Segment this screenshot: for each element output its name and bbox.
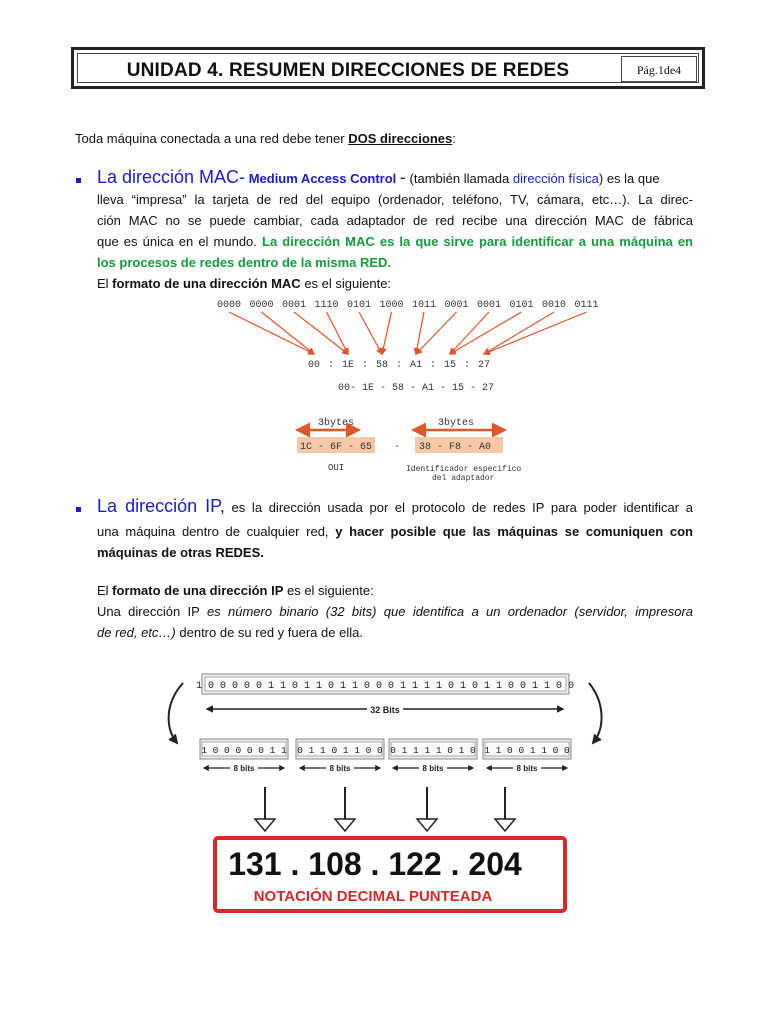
curve-arrow-left: [169, 683, 183, 743]
mac-arrow: [450, 312, 522, 354]
bytes-right-label: 3bytes: [438, 418, 475, 429]
mac-binary-nibble: 1011: [412, 300, 437, 311]
mac-format-post: es el siguiente:: [300, 276, 392, 291]
mac-sep: -: [394, 442, 401, 453]
mac-line-5: los procesos de redes dentro de la misma RED.: [97, 255, 392, 270]
decimal-value: 131 . 108 . 122 . 204: [228, 846, 522, 882]
ip-line-1: [97, 495, 693, 519]
intro-text: Toda máquina conectada a una red debe tener: [75, 131, 349, 146]
mac-arrow: [327, 312, 349, 354]
oui-value: 1C - 6F - 65: [300, 442, 373, 453]
mac-format-bold: formato de una dirección MAC: [112, 276, 301, 291]
mac-binary-nibble: 0000: [249, 300, 274, 311]
ip-desc-post: dentro de su red y fuera de ella.: [175, 625, 363, 640]
mac-hex-byte: 58: [376, 360, 389, 371]
mac-hex-colon: :: [464, 360, 471, 371]
mac-hex-colon: :: [396, 360, 403, 371]
mac-hex-dash: 00- 1E - 58 - A1 - 15 - 27: [338, 383, 495, 394]
mac-format-pre: El: [97, 276, 113, 291]
header-frame: [77, 53, 699, 83]
down-arrow-head: [495, 819, 515, 831]
ip-format-post: es el siguiente:: [283, 583, 374, 598]
ip-diagram: [165, 663, 605, 919]
nic-label-2: del adaptador: [432, 474, 495, 483]
mac-binary-nibble: 0010: [542, 300, 567, 311]
mac-hex-byte: A1: [410, 360, 423, 371]
curve-arrow-right: [589, 683, 602, 743]
down-arrow-head: [255, 819, 275, 831]
mac-line-4: [97, 231, 693, 252]
bullet-ip: [76, 507, 81, 512]
ip-format-bold: formato de una dirección IP: [112, 583, 284, 598]
mac-subtitle: Medium Access Control: [248, 171, 397, 186]
ip-line2-b: y hacer posible que las máquinas se comuniquen con: [335, 524, 693, 539]
mac-dash: -: [399, 167, 406, 187]
octet-bits: 1 0 0 0 0 0 1 1: [201, 745, 287, 756]
ip-heading: La dirección IP,: [97, 496, 225, 516]
down-arrows: [255, 787, 515, 831]
intro-line: [75, 128, 456, 149]
mac-binary-nibble: 1110: [314, 300, 339, 311]
octet-bits: 1 1 0 0 1 1 0 0: [484, 745, 570, 756]
ip-desc-pre: Una dirección IP: [97, 604, 207, 619]
octet-label: 8 bits: [422, 764, 444, 773]
mac-hex-byte: 00: [308, 360, 321, 371]
mac-binary-nibble: 0111: [574, 300, 599, 311]
mac-binary-nibble: 0101: [509, 300, 534, 311]
mac-hex-colon: :: [430, 360, 437, 371]
ip-desc-line-2: [97, 622, 363, 643]
mac-line1-after: (también llamada: [409, 171, 510, 186]
octet-label: 8 bits: [233, 764, 255, 773]
ip-desc-italic: es número binario (32 bits) que identifica a un ordenador (servidor, impresora: [206, 604, 694, 619]
mac-line-1: [97, 166, 693, 190]
mac-binary-nibble: 1000: [379, 300, 404, 311]
nic-value: 38 - F8 - A0: [419, 442, 492, 453]
mac-arrow: [484, 312, 554, 354]
mac-hex-byte: 15: [444, 360, 457, 371]
octet-bits: 0 1 1 0 1 1 0 0: [297, 745, 383, 756]
bytes-left-label: 3bytes: [318, 418, 355, 429]
ip-format-line: [97, 580, 374, 601]
mac-arrow: [484, 312, 587, 354]
page-header: [71, 47, 705, 89]
page-number: Pág.1de4: [636, 63, 682, 77]
mac-line4-b: La dirección MAC es la que sirve para identificar a una máquina en: [262, 234, 693, 249]
header-title: UNIDAD 4. RESUMEN DIRECCIONES DE REDES: [126, 60, 570, 81]
ip-line-3: máquinas de otras REDES.: [97, 545, 264, 560]
mac-arrow: [416, 312, 457, 354]
down-arrow-head: [417, 819, 437, 831]
mac-line1-end: ) es la que: [598, 171, 660, 186]
down-arrow-head: [335, 819, 355, 831]
nic-label-1: Identificador especifico: [406, 465, 522, 474]
mac-hex-byte: 1E: [342, 360, 355, 371]
mac-binary-nibble: 0001: [477, 300, 502, 311]
mac-hex-row: [308, 360, 490, 371]
octet-bits: 0 1 1 1 1 0 1 0: [390, 745, 476, 756]
decimal-caption: NOTACIÓN DECIMAL PUNTEADA: [253, 888, 493, 905]
mac-arrows: [229, 312, 587, 354]
mac-diagram: [200, 294, 620, 484]
mac-hex-byte: 27: [478, 360, 491, 371]
mac-hex-colon: :: [362, 360, 369, 371]
ip-desc-line-1: [97, 601, 693, 622]
ip-line-2: [97, 521, 693, 542]
page-number-box: [621, 56, 697, 82]
bits32-label: 32 Bits: [370, 705, 400, 715]
bullet-mac: [76, 178, 81, 183]
mac-line4-a: que es única en el mundo.: [97, 234, 262, 249]
mac-arrow: [450, 312, 489, 354]
mac-arrow: [359, 312, 382, 354]
ip-desc-italic-2: de red, etc…): [97, 625, 176, 640]
mac-arrow: [382, 312, 392, 354]
mac-binary-nibble: 0101: [347, 300, 372, 311]
mac-hex-colon: :: [328, 360, 335, 371]
mac-arrow: [262, 312, 315, 354]
mac-binary-nibble: 0001: [282, 300, 307, 311]
ip-format-pre: El: [97, 583, 113, 598]
mac-binary-row: [217, 300, 599, 311]
mac-line-2: lleva “impresa” la tarjeta de red del equipo (ordenador, teléfono, TV, cámara, etc…). La direc-: [97, 192, 693, 207]
ip-line2-a: una máquina dentro de cualquier red,: [97, 524, 336, 539]
mac-line-3: ción MAC no se puede cambiar, cada adaptador de red recibe una dirección MAC de fábrica: [97, 213, 693, 228]
ip-line1-text: es la dirección usada por el protocolo de redes IP para poder identificar a: [231, 500, 693, 515]
intro-colon: :: [452, 131, 456, 146]
oui-label: OUI: [328, 463, 345, 473]
octet-label: 8 bits: [516, 764, 538, 773]
mac-binary-nibble: 0000: [217, 300, 242, 311]
mac-heading: La dirección MAC-: [97, 167, 246, 187]
mac-format-line: [97, 273, 391, 294]
intro-emphasis: DOS direcciones: [348, 131, 453, 146]
bits32-value: 1 0 0 0 0 0 1 1 0 1 1 0 1 1 0 0 0 1 1 1 1 0 1 0 1 1 0 0 1 1 0 0: [195, 681, 575, 692]
octet-label: 8 bits: [329, 764, 351, 773]
mac-physical: dirección física: [512, 171, 599, 186]
octet-row: [200, 739, 571, 773]
mac-binary-nibble: 0001: [444, 300, 469, 311]
